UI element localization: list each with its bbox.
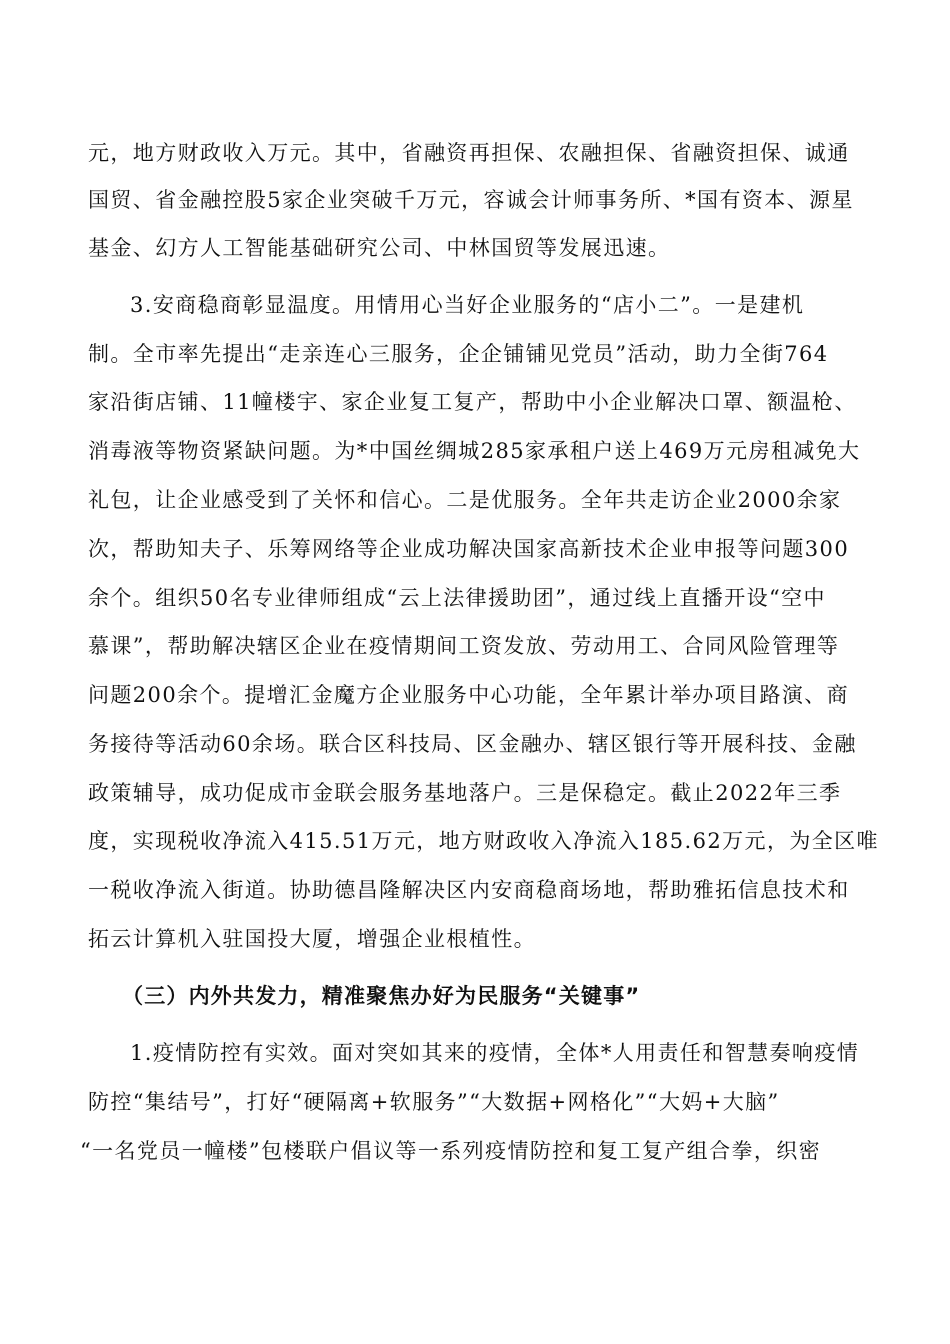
paragraph-line: 慕课”，帮助解决辖区企业在疫情期间工资发放、劳动用工、合同风险管理等 — [88, 634, 840, 658]
paragraph-line: 度，实现税收净流入415.51万元，地方财政收入净流入185.62万元，为全区唯 — [88, 829, 879, 853]
paragraph-line: 防控“集结号”，打好“硬隔离+软服务”“大数据+网格化”“大妈+大脑” — [88, 1090, 780, 1114]
paragraph-line: “一名党员一幢楼”包楼联户倡议等一系列疫情防控和复工复产组合拳，织密 — [80, 1139, 822, 1163]
paragraph-line: 家沿街店铺、11幢楼宇、家企业复工复产，帮助中小企业解决口罩、额温枪、 — [88, 390, 857, 414]
paragraph-line: 制。全市率先提出“走亲连心三服务，企企铺铺见党员”活动，助力全街764 — [88, 342, 829, 366]
paragraph-line: 国贸、省金融控股5家企业突破千万元，容诚会计师事务所、*国有资本、源星 — [88, 188, 854, 212]
paragraph-line: 基金、幻方人工智能基础研究公司、中林国贸等发展迅速。 — [88, 236, 671, 260]
paragraph-line: 1.疫情防控有实效。面对突如其来的疫情，全体*人用责任和智慧奏响疫情 — [130, 1041, 860, 1065]
paragraph-line: 次，帮助知夫子、乐筹网络等企业成功解决国家高新技术企业申报等问题300 — [88, 537, 850, 561]
paragraph-line: 元，地方财政收入万元。其中，省融资再担保、农融担保、省融资担保、诚通 — [88, 141, 850, 165]
paragraph-line: 政策辅导，成功促成市金联会服务基地落户。三是保稳定。截止2022年三季 — [88, 781, 842, 805]
paragraph-line: 礼包，让企业感受到了关怀和信心。二是优服务。全年共走访企业2000余家 — [88, 488, 842, 512]
paragraph-line: 消毒液等物资紧缺问题。为*中国丝绸城285家承租户送上469万元房租减免大 — [88, 439, 861, 463]
paragraph-line: 问题200余个。提增汇金魔方企业服务中心功能，全年累计举办项目路演、商 — [88, 683, 850, 707]
paragraph-line: 3.安商稳商彰显温度。用情用心当好企业服务的“店小二”。一是建机 — [130, 293, 805, 317]
paragraph-line: 余个。组织50名专业律师组成“云上法律援助团”，通过线上直播开设“空中 — [88, 586, 826, 610]
paragraph-line: 一税收净流入街道。协助德昌隆解决区内安商稳商场地，帮助雅拓信息技术和 — [88, 878, 850, 902]
paragraph-line: 务接待等活动60余场。联合区科技局、区金融办、辖区银行等开展科技、金融 — [88, 732, 857, 756]
section-heading: （三）内外共发力，精准聚焦办好为民服务“关键事” — [122, 984, 641, 1008]
paragraph-line: 拓云计算机入驻国投大厦，增强企业根植性。 — [88, 927, 536, 951]
